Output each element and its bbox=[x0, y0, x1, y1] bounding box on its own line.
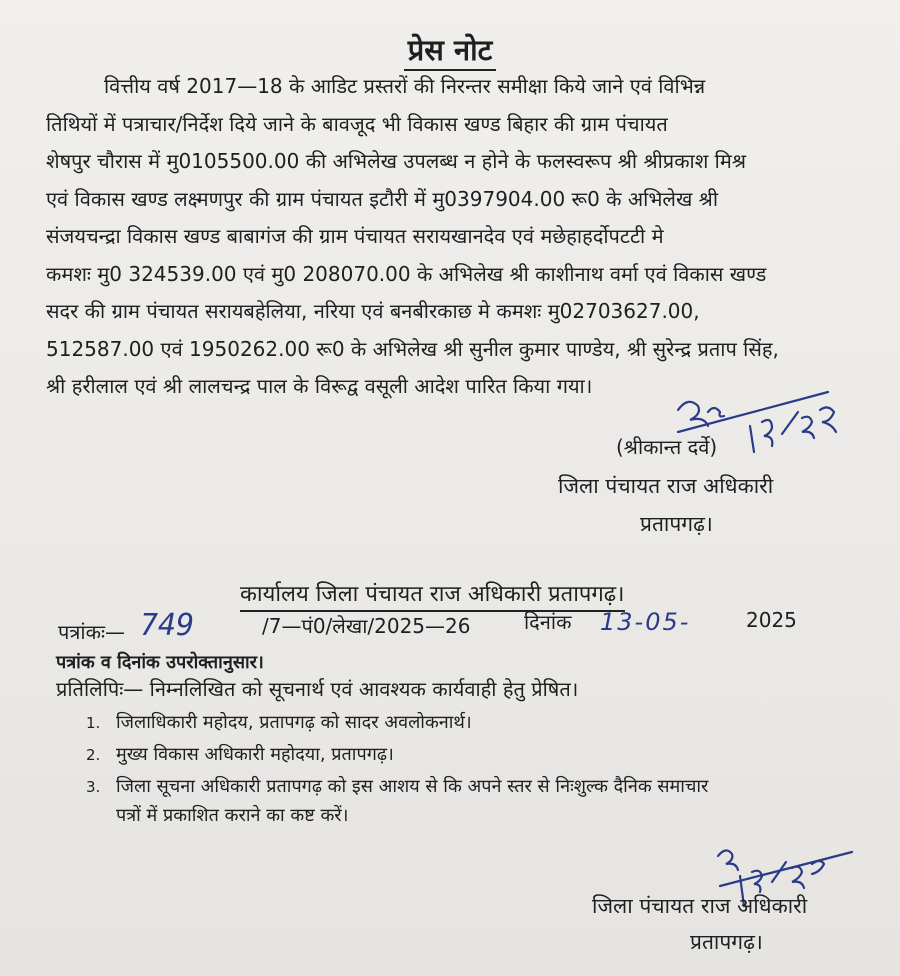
paragraph-line: सदर की ग्राम पंचायत सरायबहेलिया, नरिया एवं बनबीरकाछ मे कमशः मु02703627.00, bbox=[46, 299, 700, 323]
list-item-text: मुख्य विकास अधिकारी महोदया, प्रतापगढ़। bbox=[116, 744, 394, 765]
ref-number: 749 bbox=[140, 608, 195, 643]
list-item bbox=[86, 774, 708, 798]
list-item bbox=[86, 742, 394, 766]
press-note-paragraph bbox=[46, 68, 862, 406]
document-title: प्रेस नोट bbox=[0, 30, 900, 69]
paragraph-line: श्री हरीलाल एवं श्री लालचन्द्र पाल के विरूद्व वसूली आदेश पारित किया गया। bbox=[46, 374, 593, 398]
copy-to-heading: प्रतिलिपिः— निम्नलिखित को सूचनार्थ एवं आवश्यक कार्यवाही हेतु प्रेषित। bbox=[56, 677, 579, 701]
list-item-number: 1. bbox=[86, 714, 101, 732]
paragraph-line: कमशः मु0 324539.00 एवं मु0 208070.00 के अभिलेख श्री काशीनाथ वर्मा एवं विकास खण्ड bbox=[46, 261, 767, 286]
signatory-title: जिला पंचायत राज अधिकारी bbox=[558, 474, 774, 498]
ref-code: /7—पं0/लेखा/2025—26 bbox=[262, 614, 471, 638]
paragraph-line: एवं विकास खण्ड लक्ष्मणपुर की ग्राम पंचायत इटौरी में मु0397904.00 रू0 के अभिलेख श्री bbox=[46, 186, 719, 211]
paragraph-line: संजयचन्द्रा विकास खण्ड बाबागंज की ग्राम पंचायत सरायखानदेव एवं मछेहाहर्दोपटटी मे bbox=[46, 224, 664, 248]
date-label: दिनांक bbox=[524, 610, 572, 634]
list-item-continuation: पत्रों में प्रकाशित कराने का कष्ट करें। bbox=[116, 805, 349, 826]
date-value: 13-05- bbox=[600, 608, 691, 636]
date-year: 2025 bbox=[746, 608, 797, 632]
list-item bbox=[86, 710, 472, 734]
paragraph-line: 512587.00 एवं 1950262.00 रू0 के अभिलेख श्री सुनील कुमार पाण्डेय, श्री सुरेन्द्र प्रताप सिंह, bbox=[46, 336, 779, 361]
signatory-name: (श्रीकान्त दर्वे) bbox=[616, 435, 718, 459]
list-item-number: 2. bbox=[86, 746, 101, 764]
paragraph-line: वित्तीय वर्ष 2017—18 के आडिट प्रस्तरों की निरन्तर समीक्षा किये जाने एवं विभिन्न bbox=[104, 74, 706, 98]
list-item-number: 3. bbox=[86, 778, 101, 796]
paragraph-line: तिथियों में पत्राचार/निर्देश दिये जाने के बावजूद भी विकास खण्ड बिहार की ग्राम पंचायत bbox=[46, 111, 668, 136]
list-item-text: जिला सूचना अधिकारी प्रतापगढ़ को इस आशय से कि अपने स्तर से निःशुल्क दैनिक समाचार bbox=[116, 776, 709, 797]
ref-same-note: पत्रांक व दिनांक उपरोक्तानुसार। bbox=[56, 652, 264, 673]
office-heading: कार्यालय जिला पंचायत राज अधिकारी प्रतापगढ़। bbox=[240, 578, 625, 612]
bottom-signatory-title: जिला पंचायत राज अधिकारी bbox=[592, 894, 808, 918]
paragraph-line: शेषपुर चौरास में मु0105500.00 की अभिलेख उपलब्ध न होने के फलस्वरूप श्री श्रीप्रकाश मिश्र bbox=[46, 149, 746, 173]
list-item-text: जिलाधिकारी महोदय, प्रतापगढ़ को सादर अवलोकनार्थ। bbox=[116, 712, 472, 733]
ref-label: पत्रांकः— bbox=[58, 620, 125, 644]
bottom-signatory-place: प्रतापगढ़। bbox=[690, 930, 763, 954]
signatory-place: प्रतापगढ़। bbox=[640, 512, 713, 536]
